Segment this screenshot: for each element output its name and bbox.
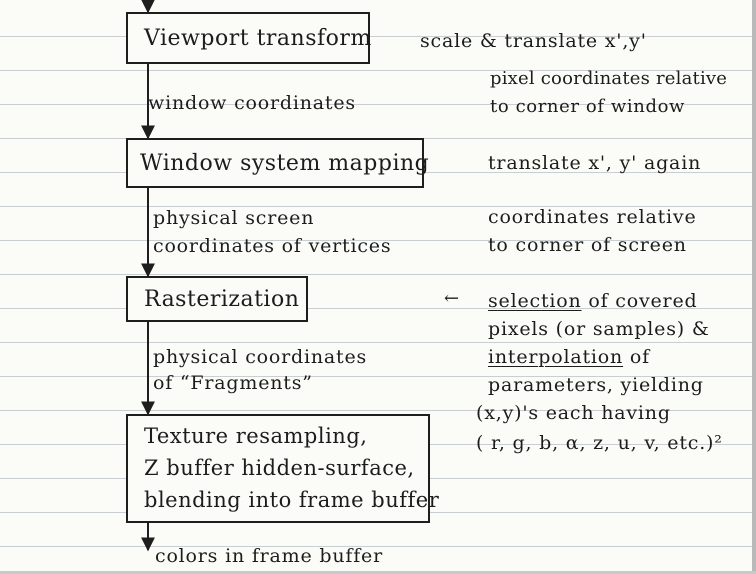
stage-label-viewport-transform: Viewport transform xyxy=(144,26,372,51)
note-raster-line-5: (x,y)'s each having xyxy=(476,402,671,424)
note-window-line-3: to corner of screen xyxy=(488,234,687,256)
stage-box-window-system-mapping xyxy=(126,138,430,188)
flow-label-physical-screen-line-2: coordinates of vertices xyxy=(153,235,392,257)
flow-label-physical-screen-line-1: physical screen xyxy=(153,207,315,229)
flow-label-fragments-line-1: physical coordinates xyxy=(153,346,368,368)
note-raster-line-2: pixels (or samples) & xyxy=(488,318,710,340)
note-window-line-2: coordinates relative xyxy=(488,206,697,228)
note-raster-selection-word: selection xyxy=(488,290,582,312)
note-raster-line-1-rest: of covered xyxy=(581,290,698,312)
note-raster-line-3 xyxy=(488,346,650,368)
stage-box-rasterization xyxy=(126,276,308,322)
note-raster-line-4: parameters, yielding xyxy=(488,374,704,396)
stage-label-texture-line-1: Texture resampling, xyxy=(144,424,368,448)
note-window-line-1: translate x', y' again xyxy=(488,152,702,174)
flow-label-window-coordinates: window coordinates xyxy=(148,92,356,114)
note-raster-arrow: ← xyxy=(444,288,460,309)
note-raster-line-3-rest: of xyxy=(623,346,650,368)
stage-label-rasterization: Rasterization xyxy=(144,287,300,312)
stage-label-texture-line-3: blending into frame buffer xyxy=(144,488,440,512)
stage-box-texture-resampling xyxy=(126,414,440,523)
flow-label-fragments-line-2: of “Fragments” xyxy=(153,372,313,394)
note-raster-line-1 xyxy=(488,290,697,312)
note-raster-line-6: ( r, g, b, α, z, u, v, etc.)² xyxy=(476,432,723,454)
note-viewport-line-3: to corner of window xyxy=(490,96,686,117)
stage-label-window-system-mapping: Window system mapping xyxy=(140,151,430,176)
stage-label-texture-line-2: Z buffer hidden-surface, xyxy=(144,456,415,480)
stage-box-viewport-transform xyxy=(126,12,370,64)
note-raster-interpolation-word: interpolation xyxy=(488,346,624,368)
note-viewport-line-1: scale & translate x',y' xyxy=(420,30,647,52)
flow-label-colors: colors in frame buffer xyxy=(155,545,383,567)
note-viewport-line-2: pixel coordinates relative xyxy=(490,68,728,89)
